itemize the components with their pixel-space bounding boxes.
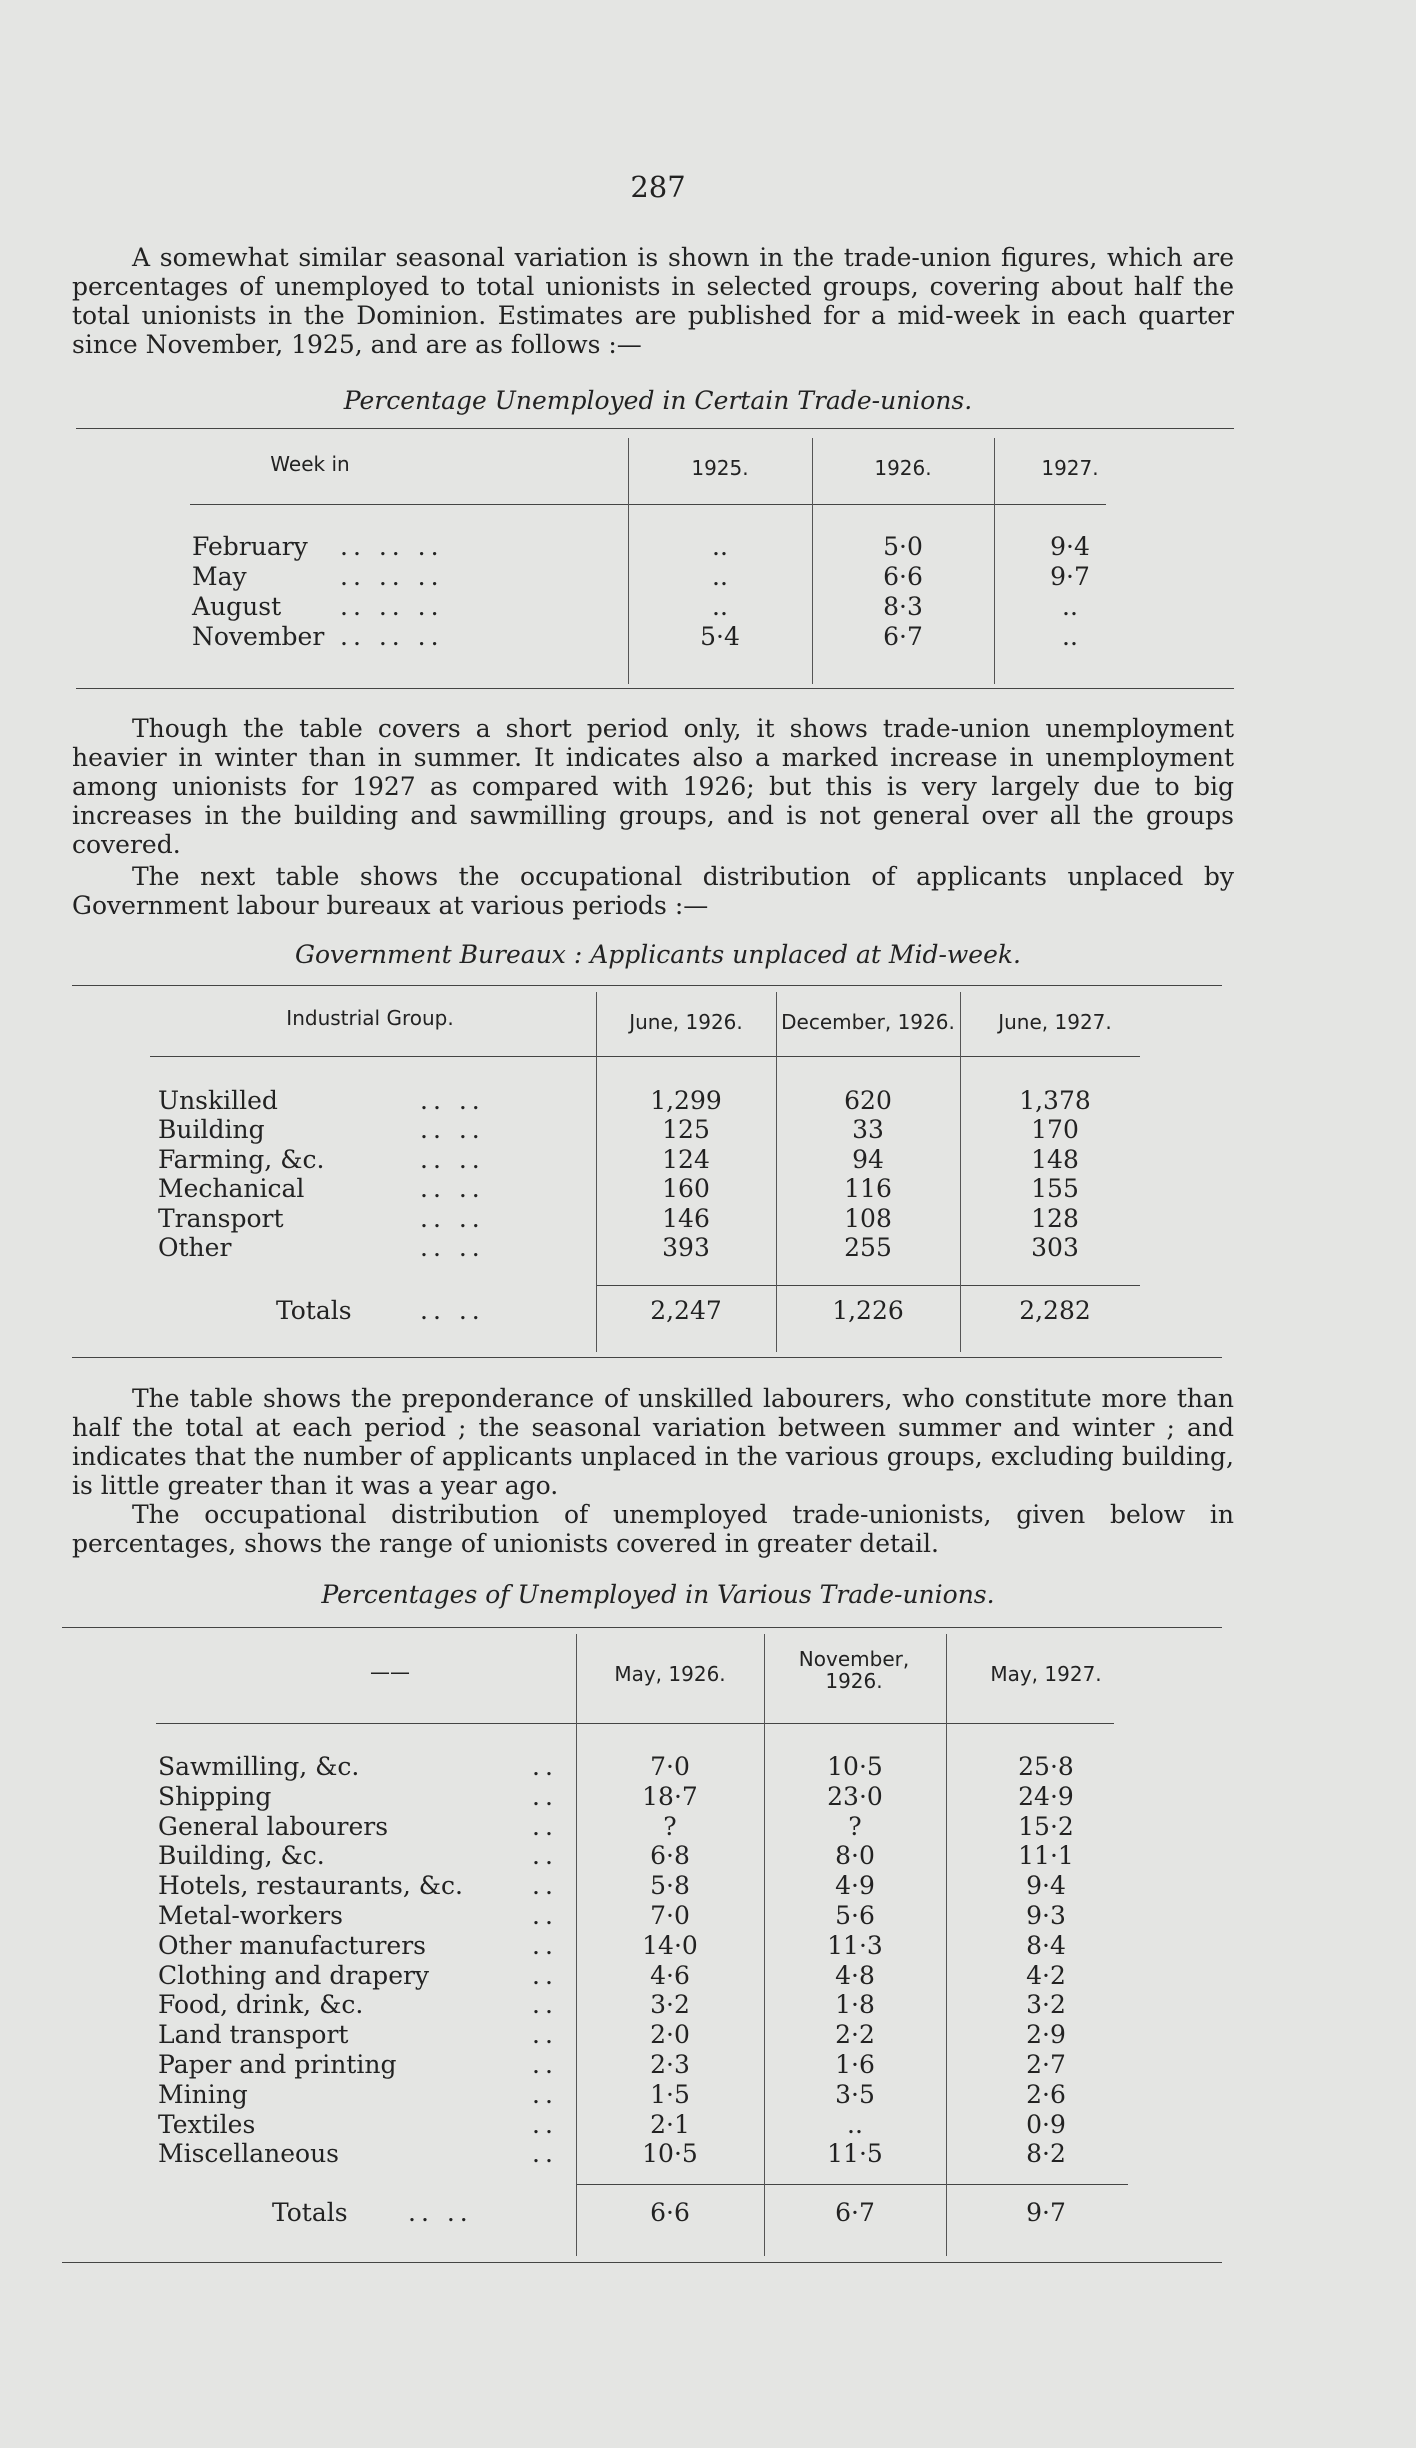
table3-row-label: Building, &c. — [158, 1841, 325, 1871]
table3-row-label: Shipping — [158, 1781, 272, 1811]
table3-row-label: Textiles — [158, 2109, 256, 2139]
table1-cell-3: 9·7 — [1050, 562, 1090, 591]
table3-cell-2: 11·3 — [827, 1930, 883, 1960]
table3-cell-3: 2·7 — [1026, 2050, 1066, 2079]
table2-row — [0, 1233, 1416, 1263]
table2-cell-1: 393 — [662, 1233, 710, 1262]
table3-cell-3: 2·9 — [1026, 2020, 1066, 2050]
table2-cell-1: 124 — [662, 1144, 710, 1174]
table3-cell-1: 2·3 — [650, 2050, 690, 2079]
table3-cell-1: 4·6 — [650, 1960, 690, 1990]
table3-cell-1: 5·8 — [650, 1871, 690, 1901]
table1-row-label: May — [192, 562, 247, 591]
table1-cell-1: 5·4 — [700, 622, 740, 651]
table3-leader-dots: .. — [532, 1841, 558, 1871]
table3-row — [0, 1961, 1416, 1991]
table3-header-may-1927: May, 1927. — [990, 1662, 1102, 1686]
table1-leader-dots: .. .. .. — [340, 562, 444, 591]
table2-row-label: Unskilled — [158, 1086, 278, 1115]
table3-row-label: Paper and printing — [158, 2050, 397, 2079]
table3-cell-3: 3·2 — [1026, 1990, 1066, 2020]
table2-cell-3: 303 — [1031, 1233, 1079, 1262]
table3-cell-2: 4·8 — [835, 1960, 875, 1990]
paragraph-4: The table shows the preponderance of unskilled labourers, who constitute more than half the total at each period ; the seasonal variation between summer and winter ; and indicates that the number of applicants unplaced in the various groups, excluding building, is little greater than it was a year ago. — [72, 1384, 1234, 1500]
table1-cell-2: 6·6 — [883, 562, 923, 591]
table3-row — [0, 2139, 1416, 2169]
table2-leader-dots: .. .. — [420, 1233, 485, 1262]
table3-cell-1: 10·5 — [642, 2139, 698, 2169]
table1-cell-2: 5·0 — [883, 532, 923, 561]
table3-row — [0, 1782, 1416, 1812]
table1-row-label: February — [192, 532, 308, 561]
table3-leader-dots: .. — [532, 2139, 558, 2169]
table3-cell-3: 2·6 — [1026, 2079, 1066, 2109]
table3-row — [0, 1990, 1416, 2020]
table1-cell-2: 8·3 — [883, 592, 923, 621]
table3-cell-1: 2·1 — [650, 2109, 690, 2139]
table2-cell-3: 148 — [1031, 1144, 1079, 1174]
table1-cell-1: .. — [712, 592, 728, 621]
table2-cell-1: 146 — [662, 1203, 710, 1233]
paragraph-5: The occupational distribution of unemployed trade-unionists, given below in percentages, shows the range of unionists covered in greater detail. — [72, 1500, 1234, 1558]
table3-cell-2: 8·0 — [835, 1841, 875, 1871]
table2-totals-row — [0, 1296, 1416, 1326]
paragraph-2: Though the table covers a short period only, it shows trade-union unemployment heavier in winter than in summer. It indicates also a marked increase in unemployment among unionists for 1927 as compared with 1926; but this is very largely due to big increases in the building and sawmilling groups, and is not general over all the groups covered. — [72, 714, 1234, 859]
table1-row — [0, 562, 1416, 592]
table2-caption: Government Bureaux : Applicants unplaced at Mid-week. — [295, 940, 1021, 969]
table2-totals-cell-2: 1,226 — [832, 1296, 904, 1325]
table1-leader-dots: .. .. .. — [340, 532, 444, 561]
table1-cell-1: .. — [712, 562, 728, 591]
table3-leader-dots: .. — [532, 1960, 558, 1990]
table2-cell-3: 170 — [1031, 1115, 1079, 1145]
table3-cell-3: 4·2 — [1026, 1960, 1066, 1990]
table2-header-group: Industrial Group. — [286, 1006, 454, 1030]
table1-cell-2: 6·7 — [883, 622, 923, 651]
table1-row — [0, 592, 1416, 622]
table3-row — [0, 1931, 1416, 1961]
table2-cell-2: 255 — [844, 1233, 892, 1262]
table2-cell-1: 1,299 — [650, 1086, 722, 1115]
table3-cell-1: 18·7 — [642, 1781, 698, 1811]
table3-row — [0, 1752, 1416, 1782]
table3-cell-1: 7·0 — [650, 1752, 690, 1781]
table3-row-label: Metal-workers — [158, 1901, 343, 1930]
table3-leader-dots: .. — [532, 1990, 558, 2020]
table3-row-label: General labourers — [158, 1811, 389, 1841]
table3-leader-dots: .. — [532, 2079, 558, 2109]
table2-cell-3: 1,378 — [1019, 1086, 1091, 1115]
table3-cell-1: 3·2 — [650, 1990, 690, 2020]
page-number: 287 — [630, 170, 686, 204]
table3-cell-2: 5·6 — [835, 1901, 875, 1930]
table3-leader-dots: .. — [532, 1930, 558, 1960]
table3-row-label: Sawmilling, &c. — [158, 1752, 360, 1781]
table1-cell-3: 9·4 — [1050, 532, 1090, 561]
table3-row — [0, 2110, 1416, 2140]
table1-cell-1: .. — [712, 532, 728, 561]
table1-cell-3: .. — [1062, 622, 1078, 651]
table3-cell-3: 9·4 — [1026, 1871, 1066, 1901]
table3-cell-2: 3·5 — [835, 2079, 875, 2109]
table3-caption: Percentages of Unemployed in Various Trade-unions. — [321, 1580, 995, 1609]
table3-cell-2: 11·5 — [827, 2139, 883, 2169]
table2-header-june-1927: June, 1927. — [998, 1010, 1112, 1034]
table1-row — [0, 532, 1416, 562]
table3-cell-2: 2·2 — [835, 2020, 875, 2050]
table3-leader-dots: .. — [532, 1871, 558, 1901]
table2-row — [0, 1086, 1416, 1116]
table3-row-label: Mining — [158, 2079, 248, 2109]
table3-cell-2: 1·8 — [835, 1990, 875, 2020]
table1-row — [0, 622, 1416, 652]
table3-totals-label: Totals — [272, 2198, 348, 2227]
table3-leader-dots: .. — [532, 1752, 558, 1781]
table3-row — [0, 2020, 1416, 2050]
table2-cell-2: 33 — [852, 1115, 884, 1145]
table3-row — [0, 1841, 1416, 1871]
table2-leader-dots: .. .. — [420, 1203, 485, 1233]
table3-cell-1: 7·0 — [650, 1901, 690, 1930]
table3-row-label: Other manufacturers — [158, 1930, 426, 1960]
table3-cell-1: 2·0 — [650, 2020, 690, 2050]
table2-leader-dots: .. .. — [420, 1115, 485, 1145]
table3-cell-2: 10·5 — [827, 1752, 883, 1781]
table3-cell-3: 24·9 — [1018, 1781, 1074, 1811]
paragraph-1: A somewhat similar seasonal variation is shown in the trade-union figures, which are percentages of unemployed to total unionists in selected groups, covering about half the total unionists in the Dominion. Estimates are published for a mid-week in each quarter since November, 1925, and are as follows :— — [72, 243, 1234, 359]
table3-totals-cell-2: 6·7 — [835, 2198, 875, 2227]
table2-cell-2: 94 — [852, 1144, 884, 1174]
table3-cell-2: 23·0 — [827, 1781, 883, 1811]
table2-leader-dots: .. .. — [420, 1144, 485, 1174]
table1-header-week: Week in — [270, 452, 350, 476]
table3-leader-dots: .. — [532, 2050, 558, 2079]
table2-totals-cell-1: 2,247 — [650, 1296, 722, 1325]
table3-header-blank: —— — [370, 1660, 410, 1684]
table3-leader-dots: .. .. — [408, 2198, 473, 2227]
table2-cell-2: 108 — [844, 1203, 892, 1233]
table2-cell-1: 160 — [662, 1174, 710, 1204]
table2-cell-2: 116 — [844, 1174, 892, 1204]
table1-cell-3: .. — [1062, 592, 1078, 621]
table3-row — [0, 2050, 1416, 2080]
table3-cell-3: 0·9 — [1026, 2109, 1066, 2139]
table3-leader-dots: .. — [532, 1811, 558, 1841]
table3-totals-cell-3: 9·7 — [1026, 2198, 1066, 2227]
table2-totals-cell-3: 2,282 — [1019, 1296, 1091, 1325]
table3-row — [0, 1812, 1416, 1842]
table2-cell-1: 125 — [662, 1115, 710, 1145]
table2-row-label: Farming, &c. — [158, 1144, 325, 1174]
table2-cell-2: 620 — [844, 1086, 892, 1115]
table3-row-label: Food, drink, &c. — [158, 1990, 364, 2020]
table3-cell-3: 8·2 — [1026, 2139, 1066, 2169]
table1-leader-dots: .. .. .. — [340, 622, 444, 651]
table1-header-1926: 1926. — [874, 456, 932, 480]
table1-header-1927: 1927. — [1041, 456, 1099, 480]
table2-totals-label: Totals — [276, 1296, 352, 1325]
table2-row-label: Other — [158, 1233, 232, 1262]
table3-cell-3: 8·4 — [1026, 1930, 1066, 1960]
table3-row-label: Miscellaneous — [158, 2139, 339, 2169]
table2-row-label: Building — [158, 1115, 265, 1145]
table2-header-december-1926: December, 1926. — [781, 1010, 955, 1034]
table3-cell-3: 11·1 — [1018, 1841, 1074, 1871]
table3-cell-1: 6·8 — [650, 1841, 690, 1871]
table3-row-label: Hotels, restaurants, &c. — [158, 1871, 463, 1901]
table3-cell-1: 14·0 — [642, 1930, 698, 1960]
table2-cell-3: 155 — [1031, 1174, 1079, 1204]
table3-cell-3: 9·3 — [1026, 1901, 1066, 1930]
table3-row — [0, 1901, 1416, 1931]
table3-row-label: Land transport — [158, 2020, 349, 2050]
table3-totals-cell-1: 6·6 — [650, 2198, 690, 2227]
table3-cell-3: 15·2 — [1018, 1811, 1074, 1841]
table2-row — [0, 1204, 1416, 1234]
table2-leader-dots: .. .. — [420, 1296, 485, 1325]
table3-row-label: Clothing and drapery — [158, 1960, 430, 1990]
table2-leader-dots: .. .. — [420, 1086, 485, 1115]
table2-row — [0, 1115, 1416, 1145]
table1-row-label: November — [192, 622, 325, 651]
table3-header-november-1926: November, 1926. — [798, 1647, 910, 1693]
table2-row-label: Mechanical — [158, 1174, 305, 1204]
table3-row — [0, 2080, 1416, 2110]
table3-leader-dots: .. — [532, 2020, 558, 2050]
table2-cell-3: 128 — [1031, 1203, 1079, 1233]
table3-header-may-1926: May, 1926. — [614, 1662, 726, 1686]
table2-row-label: Transport — [158, 1203, 284, 1233]
table2-leader-dots: .. .. — [420, 1174, 485, 1204]
table2-row — [0, 1145, 1416, 1175]
table1-leader-dots: .. .. .. — [340, 592, 444, 621]
table3-cell-2: ? — [848, 1811, 862, 1841]
table3-cell-1: 1·5 — [650, 2079, 690, 2109]
paragraph-3: The next table shows the occupational distribution of applicants unplaced by Government labour bureaux at various periods :— — [72, 862, 1234, 920]
table3-cell-3: 25·8 — [1018, 1752, 1074, 1781]
table3-totals-row — [0, 2198, 1416, 2228]
table3-cell-2: .. — [847, 2109, 863, 2139]
table2-header-june-1926: June, 1926. — [629, 1010, 743, 1034]
table1-row-label: August — [192, 592, 282, 621]
table3-cell-2: 4·9 — [835, 1871, 875, 1901]
table3-leader-dots: .. — [532, 1901, 558, 1930]
table1-header-1925: 1925. — [691, 456, 749, 480]
table1-caption: Percentage Unemployed in Certain Trade-unions. — [343, 386, 973, 415]
table3-cell-2: 1·6 — [835, 2050, 875, 2079]
table2-row — [0, 1174, 1416, 1204]
table3-cell-1: ? — [663, 1811, 677, 1841]
table3-row — [0, 1871, 1416, 1901]
table3-leader-dots: .. — [532, 1781, 558, 1811]
table3-leader-dots: .. — [532, 2109, 558, 2139]
